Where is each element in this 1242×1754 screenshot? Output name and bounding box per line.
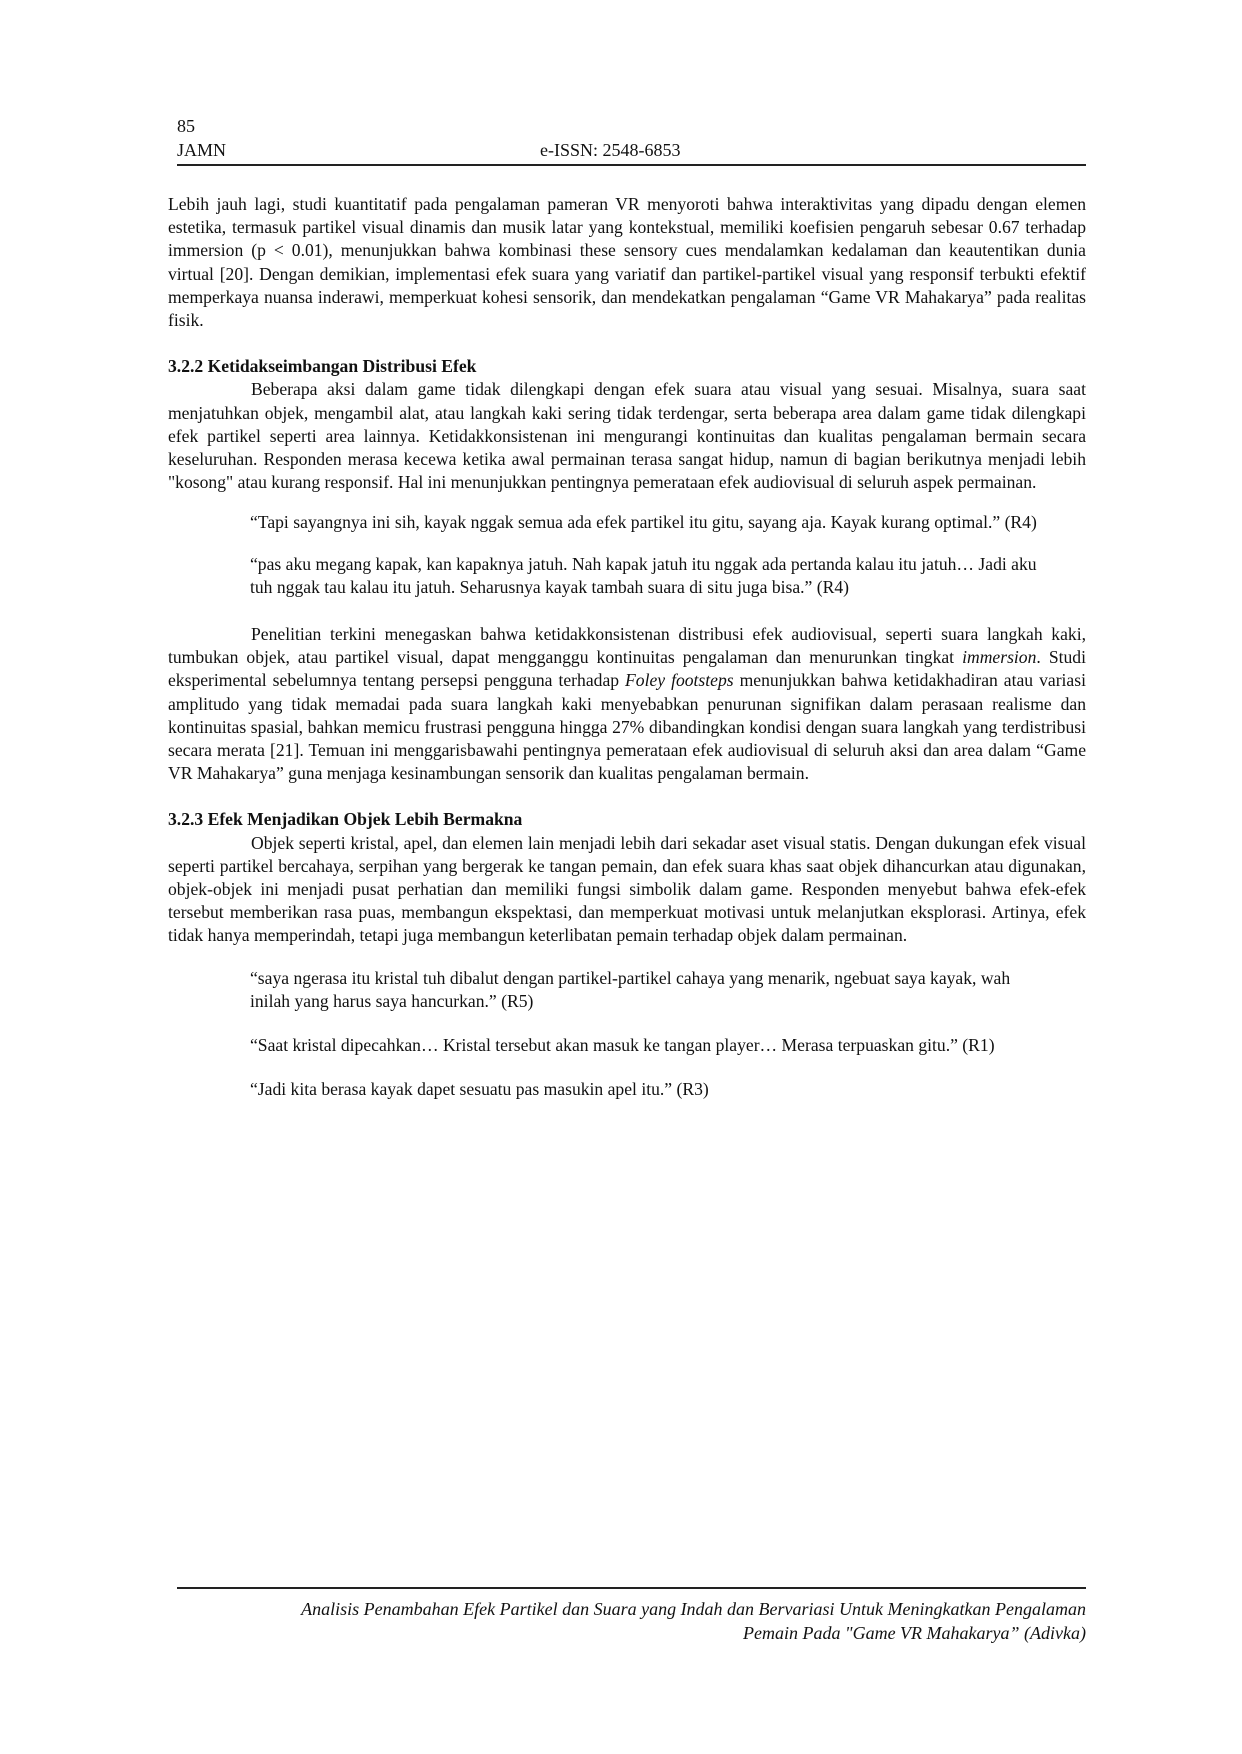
interview-quote: “saya ngerasa itu kristal tuh dibalut dengan partikel-partikel cahaya yang menarik, ngebuat saya kayak, wah inilah yang harus saya hancurkan.” (R5) <box>250 967 1011 1011</box>
journal-name: JAMN <box>177 140 227 160</box>
interview-quote: “Saat kristal dipecahkan… Kristal tersebut akan masuk ke tangan player… Merasa terpuaskan gitu.” (R1) <box>250 1035 995 1056</box>
interview-quote: “Jadi kita berasa kayak dapet sesuatu pas masukin apel itu.” (R3) <box>250 1079 709 1100</box>
running-footer <box>177 1587 1086 1645</box>
page-number: 85 <box>177 116 195 136</box>
footer-title-line: Pemain Pada "Game VR Mahakarya” (Adivka) <box>743 1623 1086 1643</box>
issn: e-ISSN: 2548-6853 <box>540 140 681 160</box>
article-body <box>168 193 1086 1102</box>
section-heading-3-2-2: 3.2.2 Ketidakseimbangan Distribusi Efek <box>168 356 477 377</box>
emphasis-term: Foley footsteps <box>625 670 734 691</box>
paragraph-text: Penelitian terkini menegaskan bahwa ketidakkonsistenan distribusi efek audiovisual, seperti suara langkah kaki, tumbukan objek, atau partikel visual, dapat mengganggu kontinuitas pengalaman dan menurunkan tingkat <box>168 624 1086 668</box>
section-heading-3-2-3: 3.2.3 Efek Menjadikan Objek Lebih Bermakna <box>168 809 523 830</box>
paragraph <box>168 623 1086 785</box>
interview-quote: “Tapi sayangnya ini sih, kayak nggak semua ada efek partikel itu gitu, sayang aja. Kayak kurang optimal.” (R4) <box>250 512 1037 533</box>
paragraph: Beberapa aksi dalam game tidak dilengkapi dengan efek suara atau visual yang sesuai. Misalnya, suara saat menjatuhkan objek, mengambil alat, atau langkah kaki sering tidak terdengar, serta beberapa area dalam game tidak dilengkapi efek partikel seperti area lainnya. Ketidakkonsistenan ini mengurangi kontinuitas dan kualitas pengalaman bermain secara keseluruhan. Responden merasa kecewa ketika awal permainan terasa sangat hidup, namun di bagian berikutnya menjadi lebih "kosong" atau kurang responsif. Hal ini menunjukkan pentingnya pemerataan efek audiovisual di seluruh aspek permainan. <box>168 379 1086 493</box>
paragraph: Lebih jauh lagi, studi kuantitatif pada pengalaman pameran VR menyoroti bahwa interaktivitas yang dipadu dengan elemen estetika, termasuk partikel visual dinamis dan musik latar yang kontekstual, memiliki koefisien pengaruh sebesar 0.67 terhadap immersion (p < 0.01), menunjukkan bahwa kombinasi these sensory cues mendalamkan kedalaman dan keautentikan dunia virtual [20]. Dengan demikian, implementasi efek suara yang variatif dan partikel-partikel visual yang responsif terbukti efektif memperkaya nuansa inderawi, memperkuat kohesi sensorik, dan mendekatkan pengalaman “Game VR Mahakarya” pada realitas fisik. <box>168 194 1086 331</box>
paragraph-text: menunjukkan bahwa ketidakhadiran atau variasi amplitudo yang tidak memadai pada suara langkah kaki menyebabkan penurunan signifikan dalam perasaan realisme dan kontinuitas spasial, bahkan memicu frustrasi pengguna hingga 27% dibandingkan kondisi dengan suara langkah yang terdistribusi secara merata [21]. Temuan ini menggarisbawahi pentingnya pemerataan efek audiovisual di seluruh aksi dan area dalam “Game VR Mahakarya” guna menjaga kesinambungan sensorik dan kualitas pengalaman bermain. <box>168 670 1086 784</box>
paragraph: Objek seperti kristal, apel, dan elemen lain menjadi lebih dari sekadar aset visual statis. Dengan dukungan efek visual seperti partikel bercahaya, serpihan yang bergerak ke tangan pemain, dan efek suara khas saat objek dihancurkan atau digunakan, objek-objek ini menjadi pusat perhatian dan memiliki fungsi simbolik dalam game. Responden menyebut bahwa efek-efek tersebut memberikan rasa puas, membangun ekspektasi, dan memperkuat motivasi untuk melanjutkan eksplorasi. Artinya, efek tidak hanya memperindah, tetapi juga membangun keterlibatan pemain terhadap objek dalam permainan. <box>168 832 1086 946</box>
interview-quote: “pas aku megang kapak, kan kapaknya jatuh. Nah kapak jatuh itu nggak ada pertanda kalau itu jatuh… Jadi aku tuh nggak tau kalau itu jatuh. Seharusnya kayak tambah suara di situ juga bisa.” (R4) <box>250 553 1037 597</box>
footer-title-line: Analisis Penambahan Efek Partikel dan Suara yang Indah dan Bervariasi Untuk Meningkatkan Pengalaman <box>301 1599 1086 1619</box>
paragraph-text: . Studi eksperimental sebelumnya tentang persepsi pengguna terhadap <box>168 647 1086 691</box>
running-header <box>177 140 1086 166</box>
emphasis-term: immersion <box>962 647 1037 668</box>
